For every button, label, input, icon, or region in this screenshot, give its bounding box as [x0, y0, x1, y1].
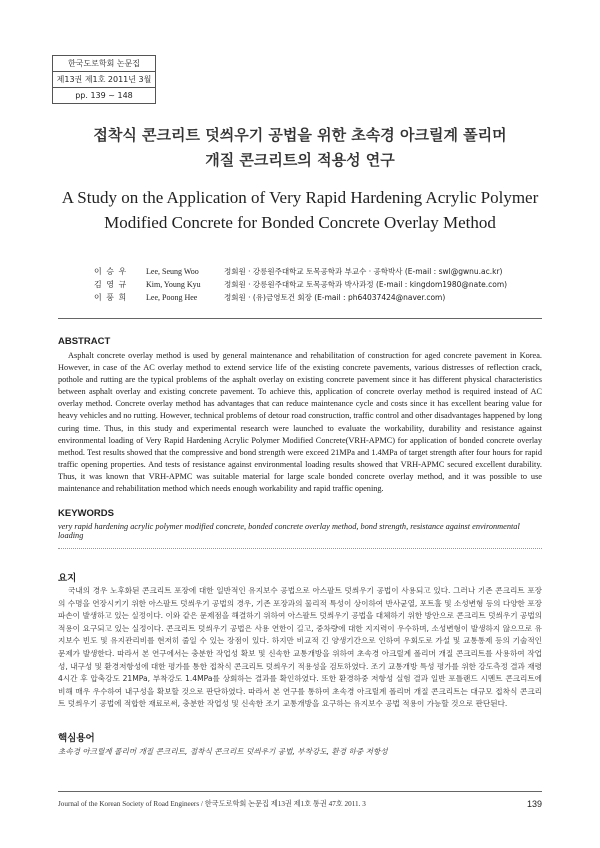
title-korean-line-2: 개질 콘크리트의 적용성 연구 — [205, 151, 395, 169]
keywords-heading: KEYWORDS — [58, 508, 114, 519]
page-number: 139 — [526, 799, 542, 809]
author-list — [94, 265, 507, 304]
divider — [58, 318, 542, 319]
korean-summary-heading: 요지 — [58, 573, 77, 584]
author-name-english: Lee, Poong Hee — [146, 293, 198, 302]
footer-journal-text: Journal of the Korean Society of Road Engineers / 한국도로학회 논문집 제13권 제1호 통권 47호 2011. 3 — [58, 800, 366, 808]
journal-info-box — [52, 55, 156, 104]
author-name-english: Lee, Seung Woo — [146, 267, 199, 276]
author-row — [94, 291, 507, 304]
author-name-korean: 김 영 규 — [94, 280, 128, 289]
title-korean-line-1: 접착식 콘크리트 덧씌우기 공법을 위한 초속경 아크릴계 폴리머 — [93, 126, 507, 144]
author-name-korean: 이 승 우 — [94, 267, 128, 276]
divider — [58, 548, 542, 549]
author-affiliation: 정회원 · 강릉원주대학교 토목공학과 부교수 · 공학박사 (E-mail : swl@gwnu.ac.kr) — [224, 267, 503, 276]
author-affiliation: 정회원 · 강릉원주대학교 토목공학과 박사과정 (E-mail : kingdom1980@nate.com) — [224, 280, 508, 289]
journal-name: 한국도로학회 논문집 — [53, 56, 155, 72]
abstract-heading: ABSTRACT — [58, 336, 111, 347]
author-affiliation: 정회원 · (유)금영토건 회장 (E-mail : ph64037424@naver.com) — [224, 293, 446, 302]
page-footer — [58, 799, 542, 809]
keywords-text: very rapid hardening acrylic polymer modified concrete, bonded concrete overlay method, bond strength, resistance against environmental loading — [58, 522, 520, 540]
journal-volume: 제13권 제1호 2011년 3월 — [53, 72, 155, 88]
author-row — [94, 278, 507, 291]
author-name-korean: 이 풍 희 — [94, 293, 128, 302]
journal-pages: pp. 139 ~ 148 — [75, 91, 133, 100]
author-row — [94, 265, 507, 278]
author-name-english: Kim, Young Kyu — [146, 280, 201, 289]
korean-summary-text: 국내의 경우 노후화된 콘크리트 포장에 대한 일반적인 유지보수 공법으로 아스팔트 덧씌우기 공법이 사용되고 있다. 그러나 기존 콘크리트 포장의 수명을 연장시키기 위한 아스팔트 덧씌우기 공법의 경우, 기존 포장과의 물리적 특성이 상이하여 반사균열, 포트홀 및 소성변형 등의 다양한 포장 파손이 발생하고 있는 실정이다. 이와 같은 문제점을 해결하기 위하여 아스팔트 덧씌우기 공법을 대체하기 위한 방안으로 콘크리트 덧씌우기 공법의 적용이 요구되고 있는 실정이다. 콘크리트 덧씌우기 공법은 사용 연한이 길고, 중차량에 대한 지지력이 우수하며, 소성변형이 발생하지 않으므로 유지보수 빈도 및 유지관리비를 현저히 줄일 수 있는 장점이 있다. 하지만 비교적 긴 양생기간으로 인하여 우회도로 가설 및 교통통제 등의 기술적인 문제가 발생한다. 따라서 본 연구에서는 충분한 작업성 확보 및 신속한 교통개방을 위하여 초속경 아크릴계 폴리머 개질 콘크리트를 사용하여 작업성, 내구성 및 환경저항성에 대한 평가를 통한 접착식 콘크리트 덧씌우기 적용성을 검토하였다. 조기 교통개방 특성 평가를 위한 강도측정 결과 재령 4시간 후 압축강도 21MPa, 부착강도 1.4MPa를 상회하는 결과를 확인하였다. 또한 환경하중 저항성 실험 결과 일반 포틀랜드 시멘트 콘크리트에 비해 매우 우수하여 내구성을 확보할 것으로 판단하였다. 따라서 본 연구를 통하여 초속경 아크릴계 폴리머 개질 콘크리트는 대규모 접착식 콘크리트 덧씌우기 공법에 적합한 재료로써, 충분한 작업성 및 신속한 조기 교통개방을 요구하는 유지보수 공법 적용이 가능할 것으로 판단된다. — [58, 586, 542, 709]
korean-keywords-heading: 핵심용어 — [58, 733, 95, 744]
footer-divider — [58, 791, 542, 792]
abstract-text: Asphalt concrete overlay method is used by general maintenance and rehabilitation of construction for aged concrete pavement in Korea. However, in case of the AC overlay method to extend service life of the existing concrete pavements, various distresses of reflection crack, pothole and rutting are the typical problems of the asphalt overlay on existing concrete pavement since it has different physical characteristics between asphalt overlay and existing concrete pavement. To achieve this, application of concrete overlay method is required instead of AC overlay method. Concrete overlay method has advantages that can reduce maintenance cycle and costs since it has excellent bearing value for heavy vehicles and no rutting. However, technical problems of detour road construction, traffic control and other disadvantages happened by long curing time. Thus, in this study and experimental research were launched to evaluate the workability, durability and resistance against environmental loading of Very Rapid Hardening Acrylic Polymer Modified Concrete(VRH-APMC) for application of bonded concrete overlay method. Test results showed that the compressive and bond strength were exceed 21MPa and 1.4MPa of target strength after four hours for rapid traffic opening properties. And tests of resistance against environmental loading results showed that VRH-APMC secured excellent durability. Thus, it was known that VRH-APMC was suitable material for large scale bonded concrete overlay method, and it was possible to use maintenance and rehabilitation method which needs enough workability and rapid traffic opening. — [58, 351, 542, 494]
title-english-line-1: A Study on the Application of Very Rapid Hardening Acrylic Polymer — [61, 188, 539, 207]
korean-keywords-text: 초속경 아크릴계 폴리머 개질 콘크리트, 접착식 콘크리트 덧씌우기 공법, 부착강도, 환경 하중 저항성 — [58, 747, 388, 756]
title-english-line-2: Modified Concrete for Bonded Concrete Overlay Method — [104, 213, 496, 232]
